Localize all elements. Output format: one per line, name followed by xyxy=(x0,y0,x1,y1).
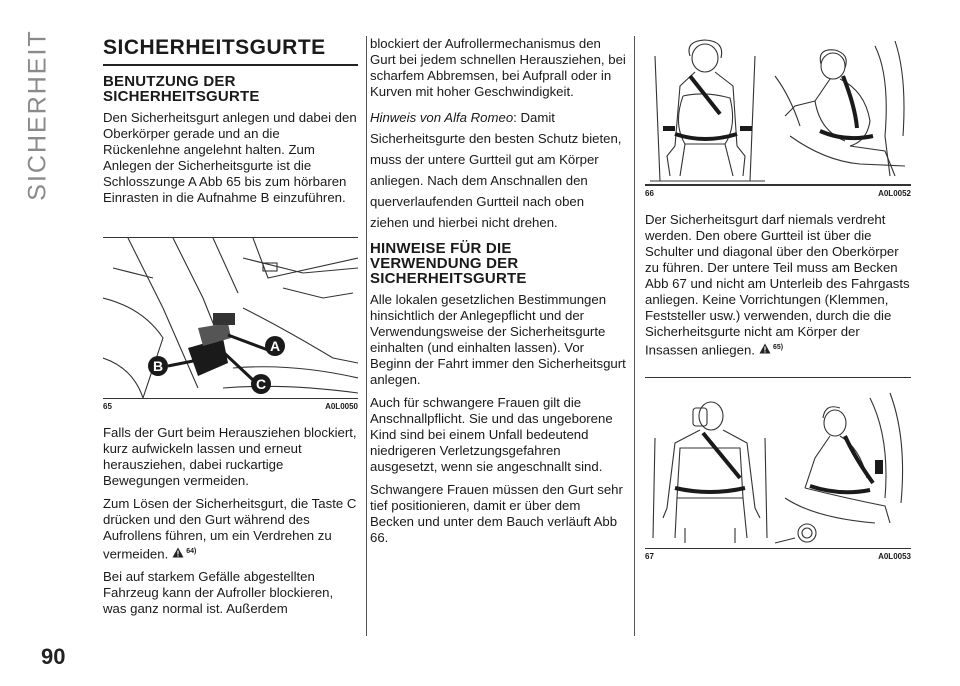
paragraph-blocked-belt: Falls der Gurt beim Herausziehen blockiert, kurz aufwickeln lassen und erneut herausziehen, dabei ruckartige Bewegungen vermeiden. xyxy=(103,425,357,488)
page-title: SICHERHEITSGURTE xyxy=(103,36,358,66)
warning-icon xyxy=(172,547,184,558)
release-text: Zum Lösen der Sicherheitsgurt, die Taste C drücken und den Gurt während des Aufrollens führen, um ein Verdrehen zu vermeiden. xyxy=(103,496,357,562)
figure-66-caption xyxy=(645,185,911,198)
label-c: C xyxy=(255,376,267,392)
figure-66-number: 66 xyxy=(645,189,654,198)
paragraph-alfa-note xyxy=(370,107,626,233)
column-divider-1 xyxy=(366,36,367,636)
paragraph-release xyxy=(103,496,358,562)
paragraph-pregnant-position: Schwangere Frauen müssen den Gurt sehr tief positionieren, damit er über dem Becken und unter dem Bauch verläuft Abb 66. xyxy=(370,482,623,545)
column-3 xyxy=(645,36,911,575)
figure-67-code: A0L0053 xyxy=(878,552,911,562)
section-sidebar-label xyxy=(2,30,74,200)
figure-67-caption xyxy=(645,549,911,561)
figure-65-caption xyxy=(103,399,358,411)
column-2 xyxy=(370,36,626,553)
note-ref-65: 65) xyxy=(772,344,784,351)
no-twist-text: Der Sicherheitsgurt darf niemals verdreht werden. Den obere Gurtteil ist über die Schulter und diagonal über den Oberkörper zu führen. Der untere Teil muss am Becken Abb 67 und nicht am Unterleib des Fahrgasts anliegen. Keine Vorrichtungen (Klemmen, Feststeller usw.) verwenden, durch die die Sicherheitsgurte nicht am Körper der Insassen anliegen. xyxy=(645,212,910,358)
paragraph-pregnant: Auch für schwangere Frauen gilt die Anschnallpflicht. Sie und das ungeborene Kind sind bei einem Unfall bedeutend niedrigeren Verletzungsgefahren ausgesetzt, wenn sie angeschnallt sind. xyxy=(370,395,613,474)
paragraph-retractor: blockiert der Aufrollermechanismus den Gurt bei jedem schnellen Herausziehen, bei scharfem Abbremsen, bei Aufprall oder in Kurven mit hoher Geschwindigkeit. xyxy=(370,36,626,99)
figure-65-number: 65 xyxy=(103,402,112,411)
alfa-note-text: : Damit Sicherheitsgurte den besten Schutz bieten, muss der untere Gurtteil gut am Körper anliegen. Nach dem Anschnallen den querverlaufenden Gurtteil nach oben ziehen und hierbei nicht drehen. xyxy=(370,110,622,230)
paragraph-fastening: Den Sicherheitsgurt anlegen und dabei den Oberkörper gerade und an die Rückenlehne angelehnt halten. Zum Anlegen der Sicherheitsgurte ist die Schlosszunge A Abb 65 bis zum hörbaren Einrasten in die Aufnahme B einzuführen. xyxy=(103,110,357,205)
label-b: B xyxy=(152,358,164,374)
paragraph-slope: Bei auf starkem Gefälle abgestellten Fahrzeug kann der Aufroller blockieren, was ganz normal ist. Außerdem xyxy=(103,569,334,617)
figure-65-code: A0L0050 xyxy=(325,402,358,411)
section-heading-instructions: HINWEISE FÜR DIE VERWENDUNG DER SICHERHEITSGURTE xyxy=(370,240,527,287)
section-label-text: SICHERHEIT xyxy=(23,29,52,201)
paragraph-regulations: Alle lokalen gesetzlichen Bestimmungen hinsichtlich der Anlegepflicht und der Verwendungsweise der Sicherheitsgurte einhalten (und einhalten lassen). Vor Beginn der Fahrt immer den Sicherheitsgurt anlegen. xyxy=(370,292,626,387)
section-heading-usage: BENUTZUNG DER SICHERHEITSGURTE xyxy=(103,73,260,105)
figure-65 xyxy=(103,237,358,399)
column-divider-2 xyxy=(634,36,635,636)
figure-66-code: A0L0052 xyxy=(878,189,911,198)
column-1 xyxy=(103,36,358,624)
warning-icon xyxy=(759,343,771,354)
label-a: A xyxy=(269,338,281,354)
alfa-note-label: Hinweis von Alfa Romeo xyxy=(370,110,514,125)
figure-67-number: 67 xyxy=(645,552,654,562)
figure-66 xyxy=(645,36,911,185)
paragraph-no-twist xyxy=(645,212,911,358)
page-number: 90 xyxy=(41,644,66,669)
buckle-illustration xyxy=(103,238,358,398)
note-ref-64: 64) xyxy=(186,548,197,555)
pregnant-woman-illustration xyxy=(645,36,911,184)
belted-passengers-illustration xyxy=(645,378,911,548)
figure-67 xyxy=(645,377,911,549)
